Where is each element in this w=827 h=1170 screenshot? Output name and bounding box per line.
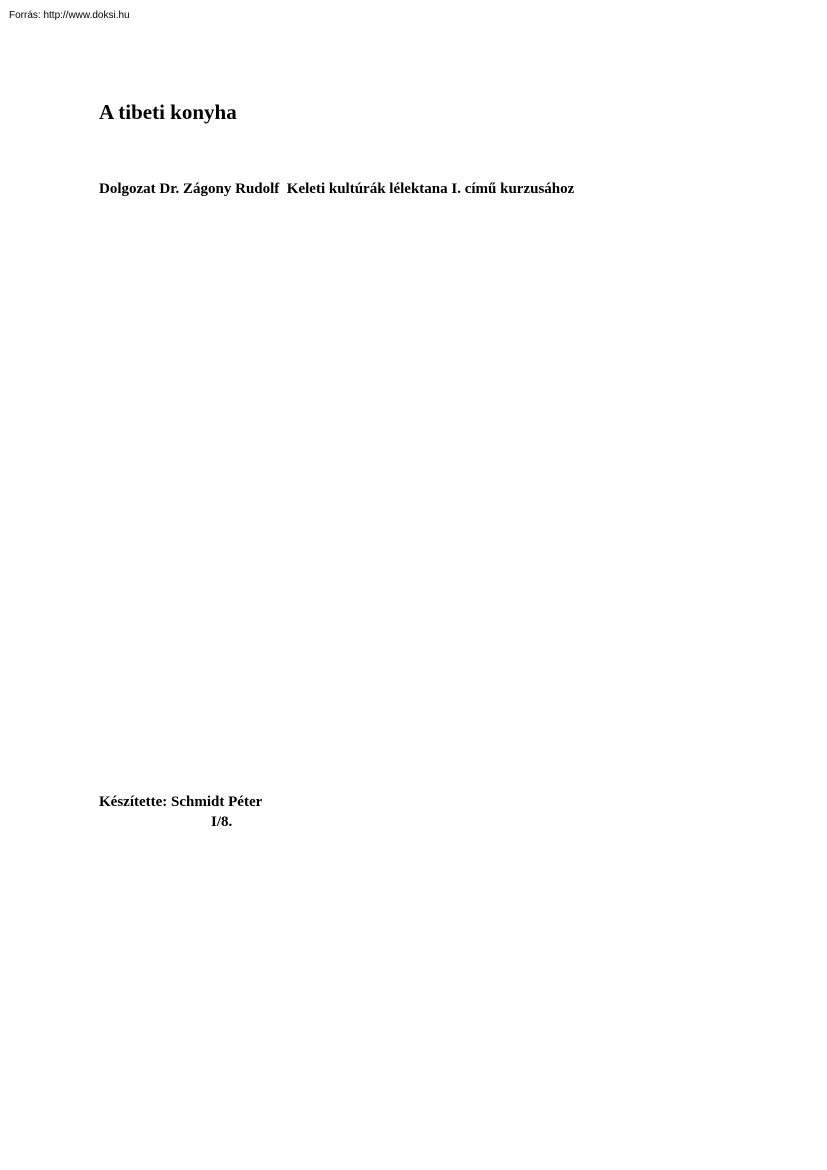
author-line: Készítette: Schmidt Péter [99,794,263,810]
class-line: I/8. [211,814,233,830]
document-subtitle: Dolgozat Dr. Zágony Rudolf Keleti kultúrák lélektana I. című kurzusához [99,181,575,197]
document-title: A tibeti konyha [99,100,237,124]
source-note: Forrás: http://www.doksi.hu [9,10,130,21]
